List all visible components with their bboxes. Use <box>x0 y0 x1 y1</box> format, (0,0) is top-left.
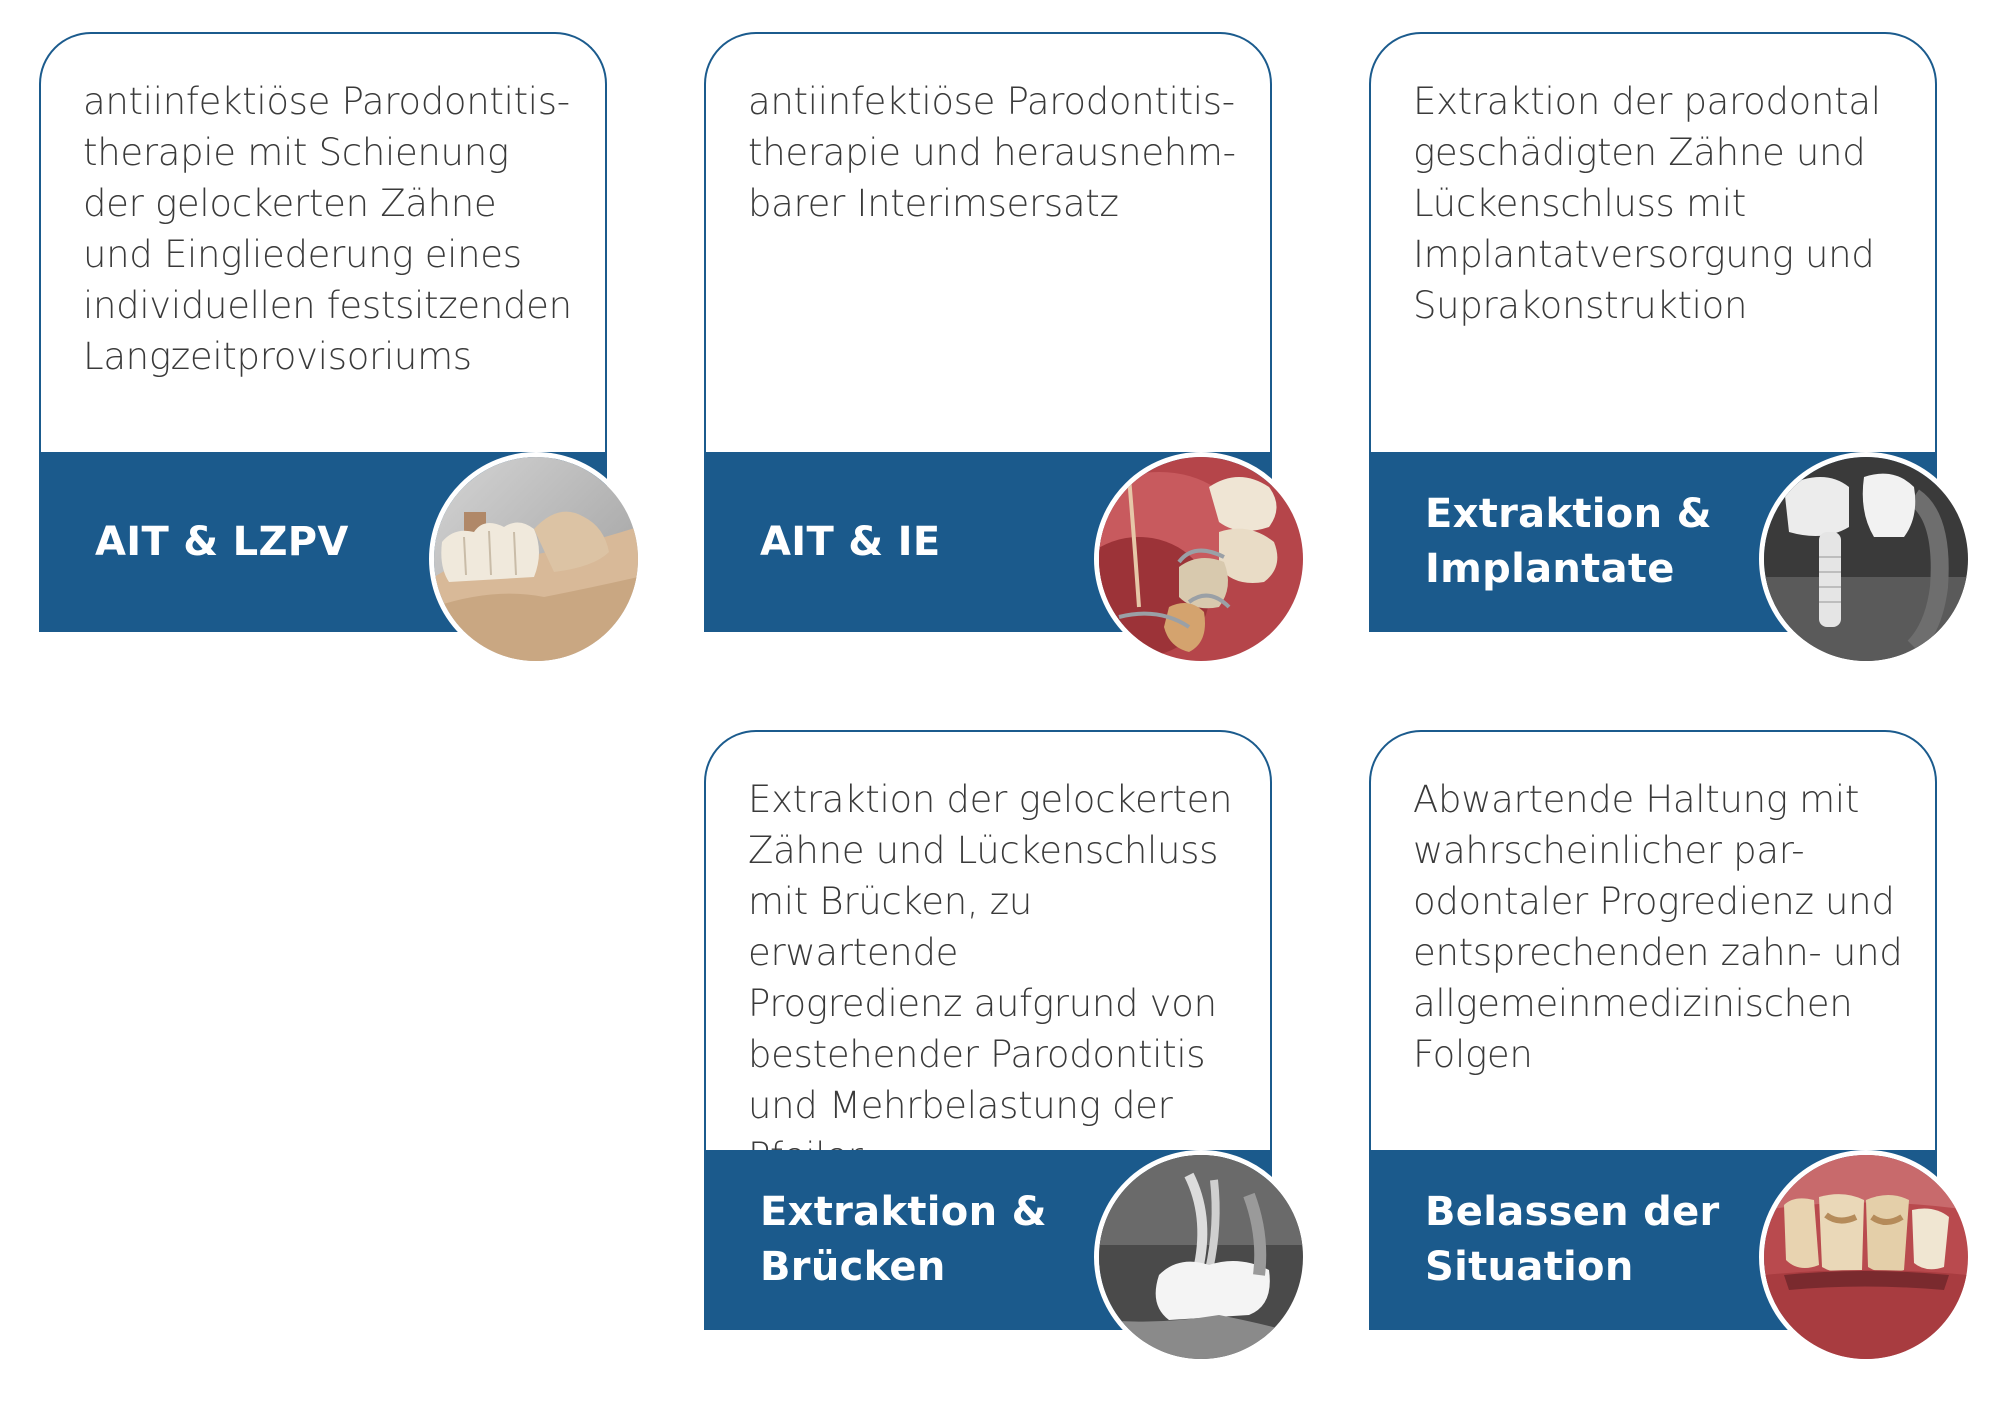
card-title: AIT & IE <box>760 518 941 565</box>
card-title: Belassen der Situation <box>1425 1189 1720 1290</box>
card-ait-ie <box>704 32 1272 632</box>
card-description: antiinfektiöse Parodontitis- therapie und herausnehm- barer Interimsersatz <box>748 80 1236 225</box>
card-extraktion-bruecken <box>704 730 1272 1330</box>
card-title: AIT & LZPV <box>95 518 349 565</box>
card-title: Extraktion & Implantate <box>1425 491 1712 592</box>
card-belassen-situation <box>1369 730 1937 1330</box>
intraoral-clasp-photo <box>1094 452 1308 666</box>
card-description: Abwartende Haltung mit wahrscheinlicher par- odontaler Progredienz und entsprechenden zahn- und allgemeinmedizinischen Folgen <box>1413 778 1903 1076</box>
dental-model-photo <box>429 452 643 666</box>
card-title: Extraktion & Brücken <box>760 1189 1047 1290</box>
front-teeth-photo <box>1759 1150 1973 1364</box>
card-description: Extraktion der parodontal geschädigten Zähne und Lückenschluss mit Implantatversorgung und Suprakonstruktion <box>1413 80 1881 327</box>
implant-xray-photo <box>1759 452 1973 666</box>
card-description: Extraktion der gelockerten Zähne und Lückenschluss mit Brücken, zu erwartende Progredienz aufgrund von bestehender Parodontitis und Mehrbelastung der <box>748 778 1233 1127</box>
card-extraktion-implantate <box>1369 32 1937 632</box>
card-ait-lzpv <box>39 32 607 632</box>
card-description: antiinfektiöse Parodontitis- therapie mit Schienung der gelockerten Zähne und Eingliederung eines individuellen festsitzenden Langzeitprovisoriums <box>83 80 572 378</box>
bridge-xray-photo <box>1094 1150 1308 1364</box>
